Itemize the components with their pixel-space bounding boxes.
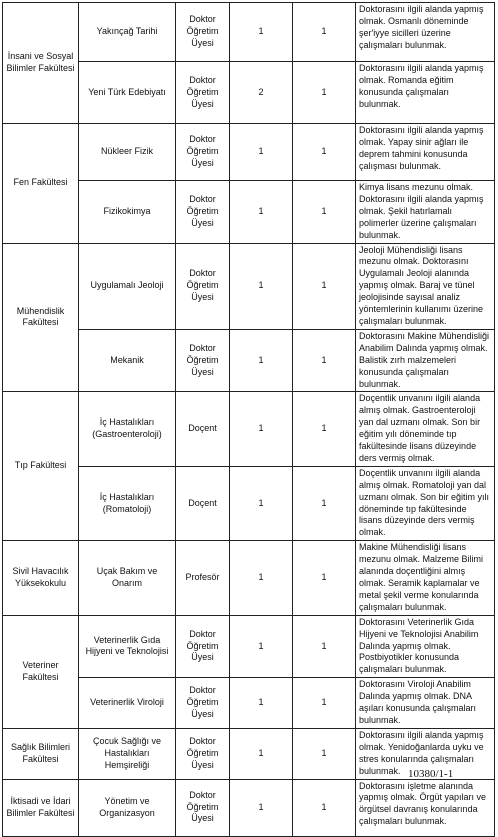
department-cell: Yönetim ve Organizasyon: [79, 779, 176, 836]
grade-cell: 1: [293, 329, 356, 392]
title-cell: Doktor Öğretim Üyesi: [176, 779, 230, 836]
title-cell: Profesör: [176, 541, 230, 615]
requirement-cell: Doktorasını ilgili alanda yapmış olmak. Yapay sinir ağları ile deprem tahmini konusunda çalışması bulunmak.: [356, 124, 495, 181]
requirement-cell: Doktorasını Viroloji Anabilim Dalında yapmış olmak. DNA aşıları konusunda çalışmaları bulunmak.: [356, 678, 495, 729]
grade-cell: 1: [293, 615, 356, 678]
grade-cell: 1: [293, 392, 356, 466]
count-cell: 1: [230, 124, 293, 181]
faculty-cell: İnsani ve Sosyal Bilimler Fakültesi: [3, 3, 79, 124]
count-cell: 1: [230, 181, 293, 244]
grade-cell: 1: [293, 124, 356, 181]
faculty-cell: İktisadi ve İdari Bilimler Fakültesi: [3, 779, 79, 836]
department-cell: Çocuk Sağlığı ve Hastalıkları Hemşireliği: [79, 728, 176, 779]
department-cell: Yeni Türk Edebiyatı: [79, 62, 176, 124]
department-cell: Fizikokimya: [79, 181, 176, 244]
table-row: [3, 124, 495, 181]
count-cell: 1: [230, 392, 293, 466]
faculty-cell: Tıp Fakültesi: [3, 392, 79, 541]
count-cell: 1: [230, 329, 293, 392]
requirement-cell: Doktorasını işletme alanında yapmış olmak. Örgüt yapıları ve örgütsel davranış konularında çalışmaları bulunmak.: [356, 779, 495, 836]
count-cell: 1: [230, 466, 293, 540]
requirement-cell: Kimya lisans mezunu olmak. Doktorasını ilgili alanda yapmış olmak. Şekil hatırlamalı polimerler üzerine çalışmaları bulunmak.: [356, 181, 495, 244]
grade-cell: 1: [293, 541, 356, 615]
department-cell: Veterinerlik Viroloji: [79, 678, 176, 729]
count-cell: 1: [230, 728, 293, 779]
table-row: [3, 615, 495, 678]
department-cell: Yakınçağ Tarihi: [79, 3, 176, 62]
table-row: [3, 779, 495, 836]
title-cell: Doktor Öğretim Üyesi: [176, 124, 230, 181]
table-row: [3, 392, 495, 466]
requirement-cell: Jeoloji Mühendisliği lisans mezunu olmak. Doktorasını Uygulamalı Jeoloji alanında yapmış olmak. Baraj ve tünel jeolojisinde sayısal analiz yöntemlerinin kullanımı üzerine çalışmaları bulunmak.: [356, 243, 495, 329]
department-cell: Veterinerlik Gıda Hijyeni ve Teknolojisi: [79, 615, 176, 678]
grade-cell: 1: [293, 62, 356, 124]
requirement-cell: Doktorasını ilgili alanda yapmış olmak. Romanda eğitim konusunda çalışmaları bulunmak.: [356, 62, 495, 124]
requirement-cell: Makine Mühendisliği lisans mezunu olmak. Malzeme Bilimi alanında doçentliğini almış olmak. Seramik kaplamalar ve metal şekil verme konularında çalışmaları bulunmak.: [356, 541, 495, 615]
count-cell: 2: [230, 62, 293, 124]
requirement-cell: Doçentlik unvanını ilgili alanda almış olmak. Gastroenteroloji yan dal uzmanı olmak. Son bir eğitim yılı döneminde tıp fakültesinde lisans düzeyinde ders vermiş olmak.: [356, 392, 495, 466]
count-cell: 1: [230, 779, 293, 836]
department-cell: Nükleer Fizik: [79, 124, 176, 181]
count-cell: 1: [230, 541, 293, 615]
title-cell: Doktor Öğretim Üyesi: [176, 615, 230, 678]
grade-cell: 1: [293, 678, 356, 729]
title-cell: Doktor Öğretim Üyesi: [176, 62, 230, 124]
title-cell: Doktor Öğretim Üyesi: [176, 243, 230, 329]
title-cell: Doçent: [176, 392, 230, 466]
count-cell: 1: [230, 3, 293, 62]
title-cell: Doktor Öğretim Üyesi: [176, 728, 230, 779]
title-cell: Doktor Öğretim Üyesi: [176, 678, 230, 729]
title-cell: Doktor Öğretim Üyesi: [176, 181, 230, 244]
title-cell: Doktor Öğretim Üyesi: [176, 329, 230, 392]
count-cell: 1: [230, 615, 293, 678]
count-cell: 1: [230, 243, 293, 329]
department-cell: Mekanik: [79, 329, 176, 392]
faculty-cell: Sivil Havacılık Yüksekokulu: [3, 541, 79, 615]
faculty-cell: Mühendislik Fakültesi: [3, 243, 79, 392]
count-cell: 1: [230, 678, 293, 729]
grade-cell: 1: [293, 779, 356, 836]
grade-cell: 1: [293, 728, 356, 779]
grade-cell: 1: [293, 466, 356, 540]
department-cell: İç Hastalıkları (Romatoloji): [79, 466, 176, 540]
title-cell: Doçent: [176, 466, 230, 540]
faculty-cell: Fen Fakültesi: [3, 124, 79, 244]
department-cell: İç Hastalıkları (Gastroenteroloji): [79, 392, 176, 466]
table-row: [3, 243, 495, 329]
requirement-cell: Doktorasını ilgili alanda yapmış olmak. Osmanlı döneminde şer'iyye sicilleri üzerine çalışmaları bulunmak.: [356, 3, 495, 62]
faculty-cell: Sağlık Bilimleri Fakültesi: [3, 728, 79, 779]
requirement-cell: Doktorasını Makine Mühendisliği Anabilim Dalında yapmış olmak. Balistik zırh malzemeleri konusunda çalışmaları bulunmak.: [356, 329, 495, 392]
department-cell: Uygulamalı Jeoloji: [79, 243, 176, 329]
grade-cell: 1: [293, 243, 356, 329]
requirement-cell: Doçentlik unvanını ilgili alanda almış olmak. Romatoloji yan dal uzmanı olmak. Son bir eğitim yılı döneminde tıp fakültesinde lisans düzeyinde ders vermiş olmak.: [356, 466, 495, 540]
positions-table: [2, 2, 495, 837]
department-cell: Uçak Bakım ve Onarım: [79, 541, 176, 615]
faculty-cell: Veteriner Fakültesi: [3, 615, 79, 728]
grade-cell: 1: [293, 3, 356, 62]
requirement-cell: Doktorasını ilgili alanda yapmış olmak. Yenidoğanlarda uyku ve stres konularında çalışmaları bulunmak.: [356, 728, 495, 779]
grade-cell: 1: [293, 181, 356, 244]
table-row: [3, 3, 495, 62]
table-row: [3, 541, 495, 615]
document-number: 10380/1-1: [408, 768, 454, 780]
title-cell: Doktor Öğretim Üyesi: [176, 3, 230, 62]
requirement-cell: Doktorasını Veterinerlik Gıda Hijyeni ve Teknolojisi Anabilim Dalında yapmış olmak. Postbiyotikler konusunda çalışmaları bulunmak.: [356, 615, 495, 678]
